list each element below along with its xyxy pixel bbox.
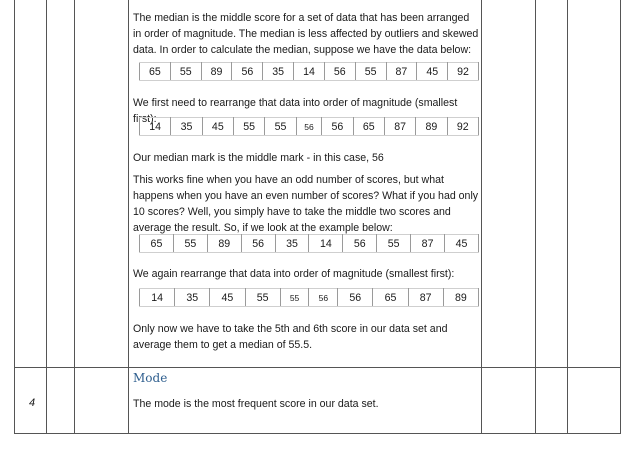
- table-cell: 89: [443, 289, 478, 307]
- even-count-intro: This works fine when you have an odd number of scores, but what happens when you have an even number of scores? What if you had only 10 scores? Well, you simply have to take the middle two scores and average the result. So, if we look at the example below:: [133, 174, 479, 234]
- table-cell: 87: [408, 289, 443, 307]
- table-cell: 56: [232, 63, 263, 81]
- median-intro: The median is the middle score for a set of data that has been arranged in order of magnitude. The median is less affected by outliers and skewed data. In order to calculate the median, suppose we have the data below:: [133, 12, 479, 56]
- table-cell: 55: [280, 289, 309, 307]
- median-section: [133, 0, 479, 367]
- table-cell: 65: [140, 63, 171, 81]
- median-result: Our median mark is the middle mark - in this case, 56: [133, 152, 384, 164]
- table-row: [140, 118, 479, 136]
- table-cell: 35: [175, 289, 210, 307]
- grid-line-horizontal: [14, 433, 620, 434]
- table-cell: 35: [171, 118, 202, 136]
- grid-line-vertical: [46, 0, 47, 434]
- table-cell: 45: [210, 289, 245, 307]
- table-cell: 87: [411, 235, 445, 253]
- table-cell: 89: [207, 235, 241, 253]
- data-table-sorted: [139, 117, 479, 136]
- table-cell: 56: [322, 118, 353, 136]
- mode-heading: Mode: [133, 371, 168, 385]
- table-cell: 65: [353, 118, 384, 136]
- table-cell: 65: [140, 235, 174, 253]
- table-cell: 92: [447, 118, 478, 136]
- table-cell: 14: [140, 118, 171, 136]
- table-cell: 89: [201, 63, 232, 81]
- data-table-even-original: [139, 234, 479, 253]
- table-cell: 55: [173, 235, 207, 253]
- table-cell: 56: [241, 235, 275, 253]
- grid-line-vertical: [535, 0, 536, 434]
- table-cell: 35: [263, 63, 294, 81]
- table-cell: 35: [275, 235, 309, 253]
- table-cell: 14: [294, 63, 325, 81]
- table-cell: 56: [343, 235, 377, 253]
- grid-line-vertical: [128, 0, 129, 434]
- table-row: [140, 235, 479, 253]
- table-cell: 56: [338, 289, 373, 307]
- grid-line-vertical: [14, 0, 15, 434]
- table-cell: 55: [233, 118, 264, 136]
- grid-line-vertical: [74, 0, 75, 434]
- table-cell: 45: [445, 235, 479, 253]
- data-table-even-sorted: [139, 288, 479, 307]
- grid-line-vertical: [620, 0, 621, 434]
- table-cell: 55: [245, 289, 280, 307]
- table-cell: 45: [202, 118, 233, 136]
- table-cell: 56: [324, 63, 355, 81]
- table-cell: 45: [417, 63, 448, 81]
- table-cell: 89: [416, 118, 447, 136]
- table-cell: 55: [265, 118, 296, 136]
- table-cell: 92: [448, 63, 479, 81]
- rearrange-step-2: We again rearrange that data into order of magnitude (smallest first):: [133, 268, 455, 280]
- row-number: 4: [29, 397, 36, 409]
- table-cell: 55: [170, 63, 201, 81]
- table-cell: 87: [384, 118, 415, 136]
- table-cell: 56: [296, 118, 322, 136]
- table-cell: 14: [309, 235, 343, 253]
- rearrange-step-1: We first need to rearrange that data into order of magnitude (smallest first):: [133, 97, 458, 125]
- table-row: [140, 289, 479, 307]
- table-cell: 87: [386, 63, 417, 81]
- table-cell: 65: [373, 289, 408, 307]
- mode-text: The mode is the most frequent score in our data set.: [133, 398, 379, 410]
- mode-section: [133, 367, 479, 433]
- table-row: [140, 63, 479, 81]
- grid-line-vertical: [567, 0, 568, 434]
- table-cell: 55: [355, 63, 386, 81]
- table-cell: 55: [377, 235, 411, 253]
- grid-line-vertical: [481, 0, 482, 434]
- table-cell: 14: [140, 289, 175, 307]
- median-conclusion: Only now we have to take the 5th and 6th score in our data set and average them to get a median of 55.5.: [133, 323, 448, 351]
- table-cell: 56: [309, 289, 338, 307]
- data-table-original: [139, 62, 479, 81]
